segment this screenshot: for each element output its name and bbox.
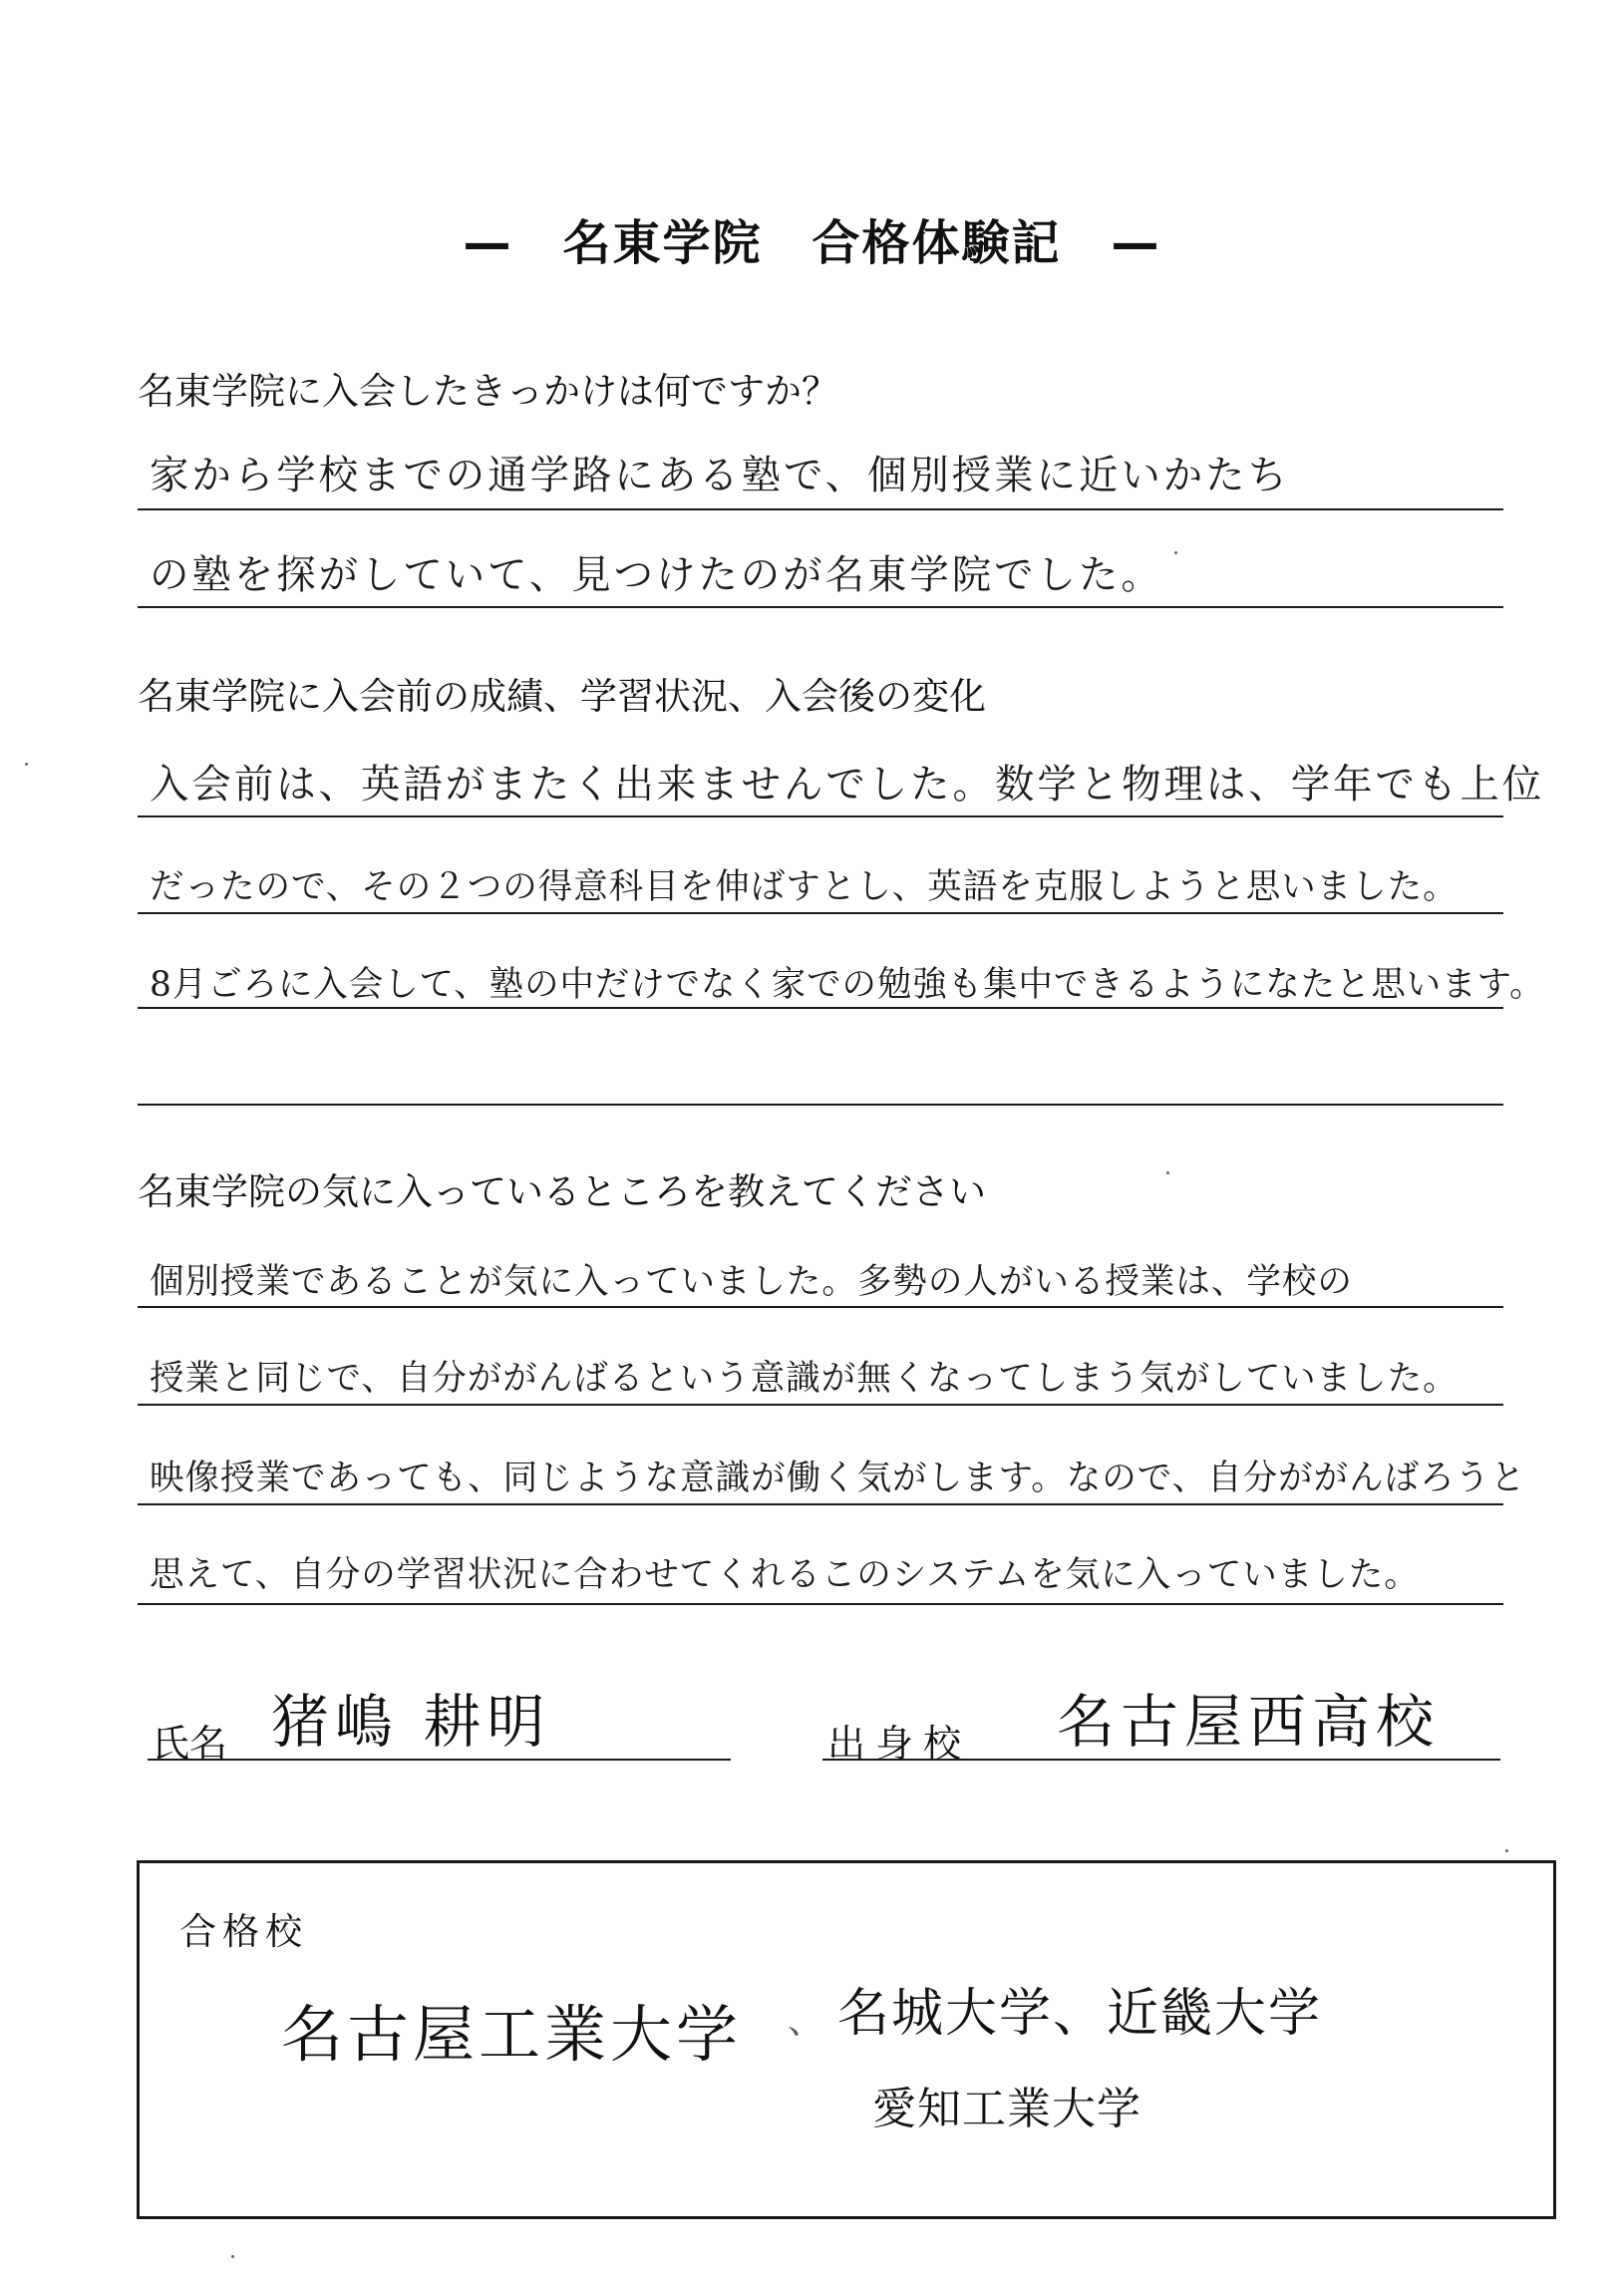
answer-rule: [138, 1404, 1503, 1406]
passed-schools-label: 合格校: [179, 1910, 308, 1953]
answer-line: だったので、その２つの得意科目を伸ばすとし、英語を克服しようと思いました。: [150, 867, 1459, 907]
scan-speck: [231, 2255, 234, 2258]
answer-rule: [138, 1104, 1503, 1106]
answer-rule: [138, 1603, 1503, 1605]
passed-school: 名城大学、近畿大学: [837, 1984, 1323, 2044]
page-title: — 名東学院 合格体験記 —: [463, 215, 1161, 271]
scan-speck: [1166, 1171, 1169, 1174]
question-grades-and-change: 名東学院に入会前の成績、学習状況、入会後の変化: [138, 675, 986, 718]
question-reason-for-joining: 名東学院に入会したきっかけは何ですか？: [138, 370, 838, 413]
passed-school: 名古屋工業大学: [281, 1998, 743, 2071]
scan-speck: [25, 763, 28, 766]
answer-line: 映像授業であっても、同じような意識が働く気がします。なので、自分ががんばろうと: [150, 1459, 1526, 1498]
scan-speck: [1174, 551, 1177, 554]
answer-line: 家から学校までの通学路にある塾で、個別授業に近いかたち: [150, 453, 1290, 498]
answer-line: 個別授業であることが気に入っていました。多勢の人がいる授業は、学校の: [150, 1262, 1353, 1302]
answer-line: 思えて、自分の学習状況に合わせてくれるこのシステムを気に入っていました。: [150, 1555, 1420, 1595]
passed-school-separator: 、: [788, 2001, 824, 2042]
answer-rule: [138, 508, 1503, 510]
scan-speck: [1505, 1849, 1508, 1852]
answer-rule: [138, 606, 1503, 608]
question-favorite-points: 名東学院の気に入っているところを教えてください: [138, 1170, 986, 1213]
answer-line: 8月ごろに入会して、塾の中だけでなく家での勉強も集中できるようになたと思います。: [150, 965, 1545, 1005]
answer-rule: [138, 1007, 1503, 1009]
origin-school: 名古屋西高校: [1057, 1688, 1441, 1756]
answer-line: 入会前は、英語がまたく出来ませんでした。数学と物理は、学年でも上位: [150, 762, 1545, 808]
student-name: 猪嶋 耕明: [271, 1688, 551, 1756]
answer-rule: [138, 815, 1503, 817]
answer-line: 授業と同じで、自分ががんばるという意識が無くなってしまう気がしていました。: [150, 1359, 1459, 1399]
origin-school-rule: [822, 1759, 1500, 1761]
origin-school-label: 出身校: [827, 1722, 972, 1766]
passed-schools-box: [137, 1860, 1556, 2219]
passed-school: 愛知工業大学: [872, 2084, 1141, 2134]
answer-line: の塾を探がしていて、見つけたのが名東学院でした。: [150, 552, 1163, 598]
answer-rule: [138, 1306, 1503, 1308]
answer-rule: [138, 912, 1503, 914]
answer-rule: [138, 1503, 1503, 1505]
name-rule: [148, 1759, 731, 1761]
name-label: 氏名: [152, 1722, 228, 1766]
